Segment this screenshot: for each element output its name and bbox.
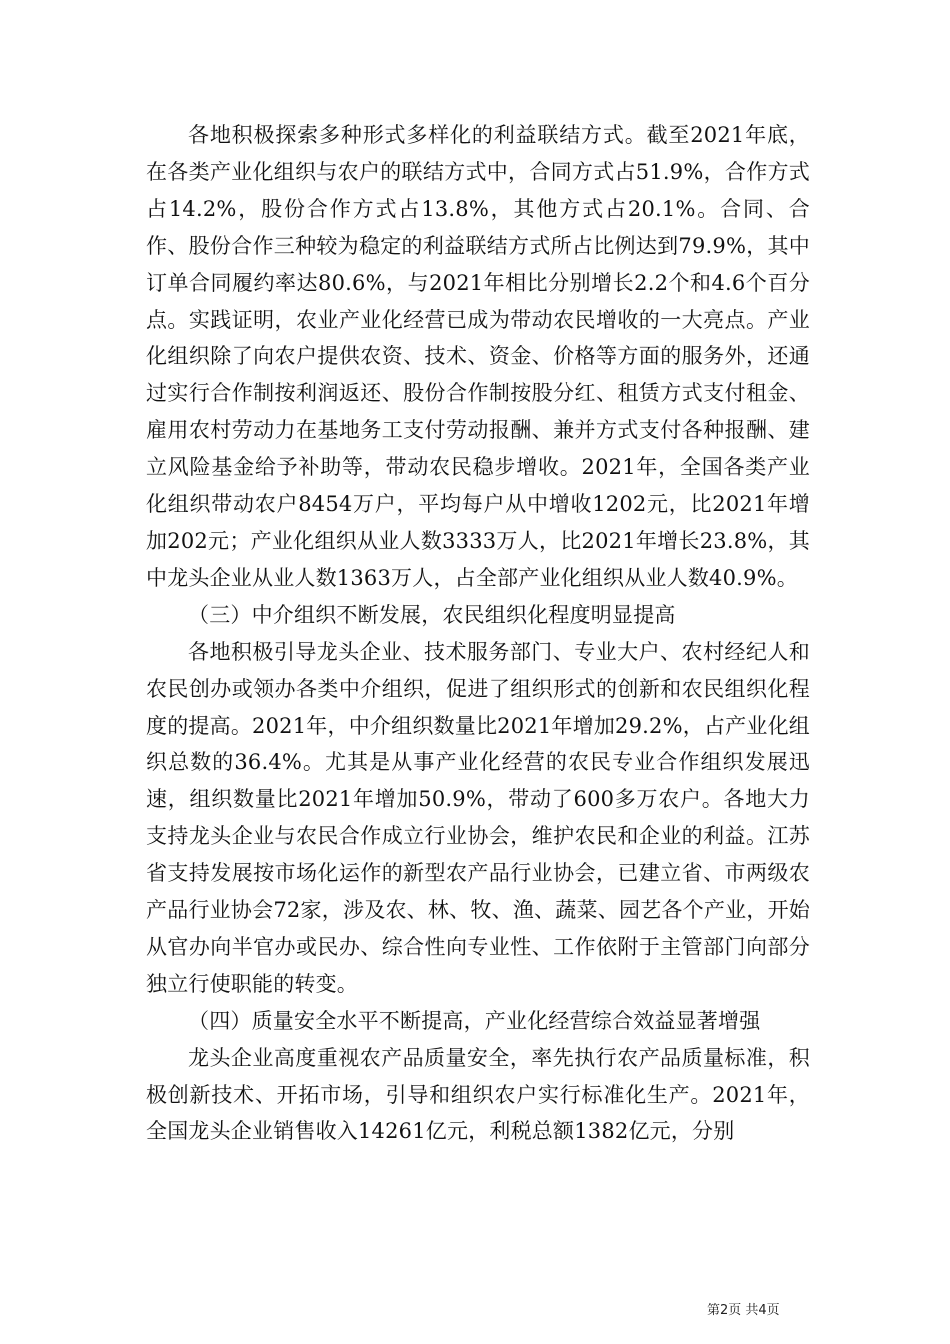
section-heading-quality-safety: （四）质量安全水平不断提高，产业化经营综合效益显著增强 xyxy=(188,1008,761,1033)
page-number: 第2页 共4页 xyxy=(707,1303,780,1318)
paragraph-quality-safety: 龙头企业高度重视农产品质量安全，率先执行农产品质量标准，积极创新技术、开拓市场，引导和组织农户实行标准化生产。2021年，全国龙头企业销售收入14261亿元，利税总额1382亿元，分别 xyxy=(146,1045,810,1144)
paragraph-benefit-linkage: 各地积极探索多种形式多样化的利益联结方式。截至2021年底，在各类产业化组织与农户的联结方式中，合同方式占51.9%，合作方式占14.2%，股份合作方式占13.8%，其他方式占20.1%。合同、合作、股份合作三种较为稳定的利益联结方式所占比例达到79.9%，其中订单合同履约率达80.6%，与2021年相比分别增长2.2个和4.6个百分点。实践证明，农业产业化经营已成为带动农民增收的一大亮点。产业化组织除了向农户提供农资、技术、资金、价格等方面的服务外，还通过实行合作制按利润返还、股份合作制按股分红、租赁方式支付租金、雇用农村劳动力在基地务工支付劳动报酬、兼并方式支付各种报酬、建立风险基金给予补助等，带动农民稳步增收。2021年，全国各类产业化组织带动农户8454万户，平均每户从中增收1202元，比2021年增加202元；产业化组织从业人数3333万人，比2021年增长23.8%，其中龙头企业从业人数1363万人，占全部产业化组织从业人数40.9%。 xyxy=(146,123,810,590)
document-body xyxy=(146,117,810,1150)
paragraph-intermediary-organizations: 各地积极引导龙头企业、技术服务部门、专业大户、农村经纪人和农民创办或领办各类中介组织，促进了组织形式的创新和农民组织化程度的提高。2021年，中介组织数量比2021年增加29.2%，占产业化组织总数的36.4%。尤其是从事产业化经营的农民专业合作组织发展迅速，组织数量比2021年增加50.9%，带动了600多万农户。各地大力支持龙头企业与农民合作成立行业协会，维护农民和企业的利益。江苏省支持发展按市场化运作的新型农产品行业协会，已建立省、市两级农产品行业协会72家，涉及农、林、牧、渔、蔬菜、园艺各个产业，开始从官办向半官办或民办、综合性向专业性、工作依附于主管部门向部分独立行使职能的转变。 xyxy=(146,639,810,996)
section-heading-intermediary: （三）中介组织不断发展，农民组织化程度明显提高 xyxy=(188,602,676,627)
